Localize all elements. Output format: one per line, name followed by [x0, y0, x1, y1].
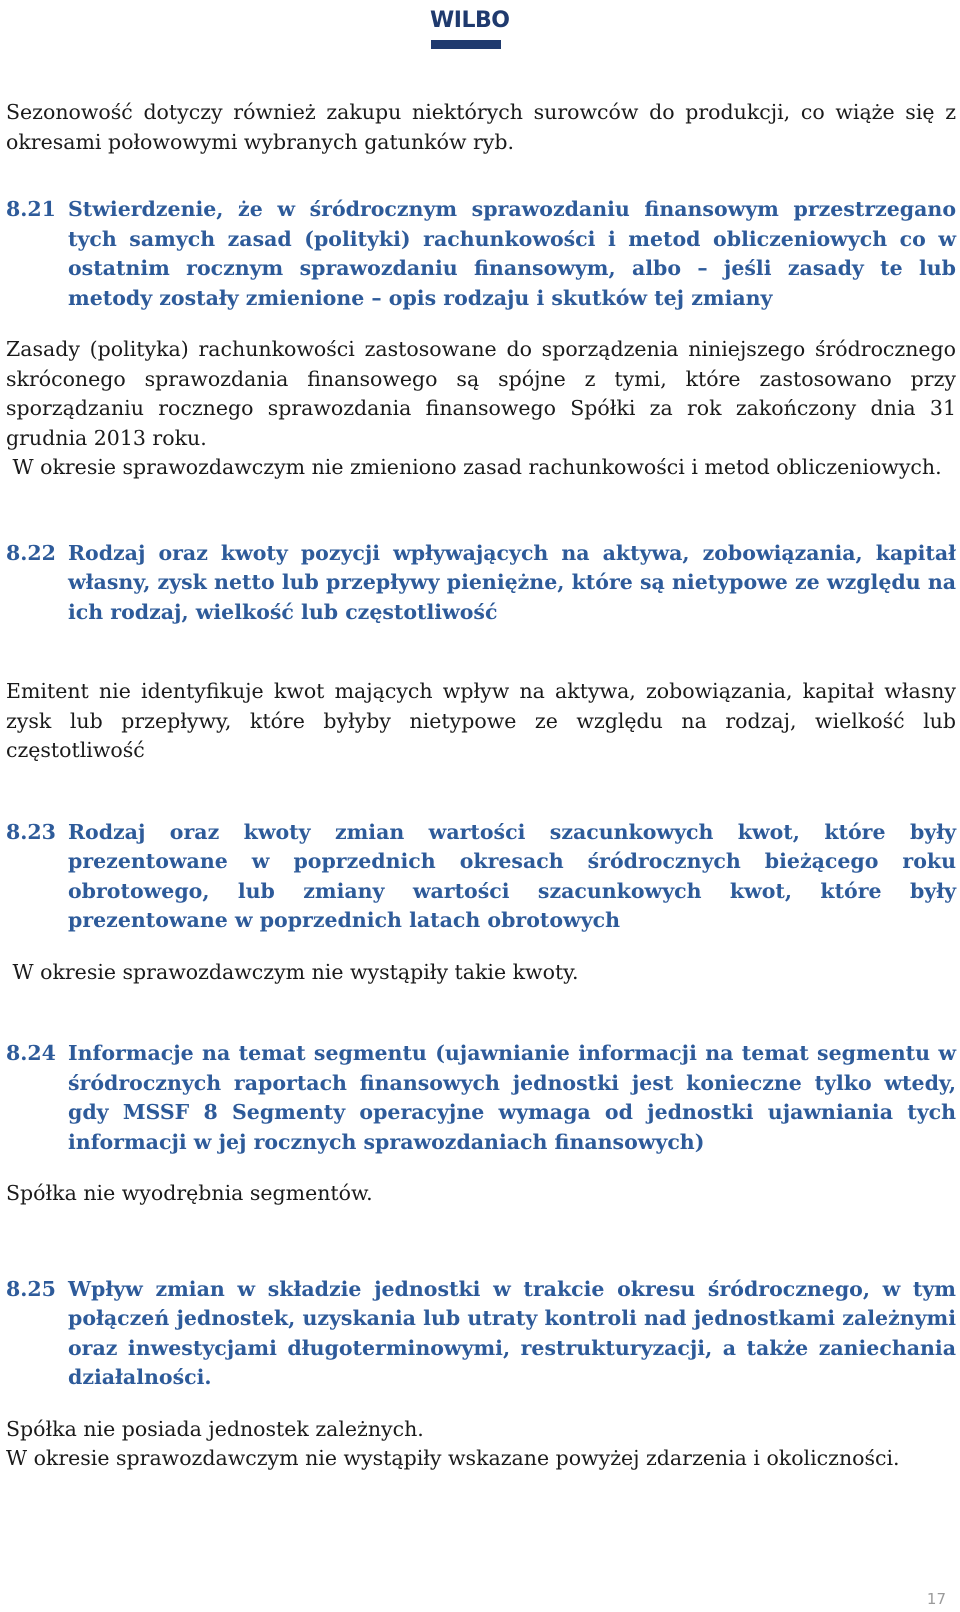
page-number: 17 — [926, 1590, 946, 1608]
section-number: 8.22 — [6, 540, 56, 565]
section-number: 8.24 — [6, 1041, 56, 1065]
section-heading-8-25 — [6, 1275, 956, 1393]
section-title: Stwierdzenie, że w śródrocznym sprawozdaniu finansowym przestrzegano tych samych zasad (polityki) rachunkowości i metod obliczeniowych co w ostatnim rocznym sprawozdaniu finansowym, albo – jeśli zasady te lub metody zostały zmienione – opis rodzaju i skutków tej zmiany — [68, 197, 956, 310]
section-8-24-paragraph-1: Spółka nie wyodrębnia segmentów. — [6, 1181, 373, 1205]
section-number: 8.21 — [6, 197, 56, 221]
section-heading-8-24 — [6, 1039, 956, 1157]
section-8-21-paragraph-2: W okresie sprawozdawczym nie zmieniono zasad rachunkowości i metod obliczeniowych. — [6, 455, 942, 479]
section-8-22-paragraph-1: Emitent nie identyfikuje kwot mających wpływ na aktywa, zobowiązania, kapitał własny zysk lub przepływy, które byłyby nietypowe ze względu na rodzaj, wielkość lub częstotliwość — [6, 679, 956, 762]
section-heading-8-22 — [6, 539, 956, 628]
section-title: Rodzaj oraz kwoty zmian wartości szacunkowych kwot, które były prezentowane w poprzednich okresach śródrocznych bieżącego roku obrotowego, lub zmiany wartości szacunkowych kwot, które były prezentowane w poprzednich latach obrotowych — [68, 819, 956, 932]
section-title: Rodzaj oraz kwoty pozycji wpływających na aktywa, zobowiązania, kapitał własny, zysk netto lub przepływy pieniężne, które są nietypowe ze względu na ich rodzaj, wielkość lub częstotliwość — [68, 540, 956, 624]
logo-bar — [431, 40, 501, 49]
wilbo-logo — [430, 8, 510, 49]
intro-paragraph: Sezonowość dotyczy również zakupu niektórych surowców do produkcji, co wiąże się z okresami połowowymi wybranych gatunków ryb. — [6, 100, 956, 154]
section-8-25-paragraph-1: Spółka nie posiada jednostek zależnych. — [6, 1416, 424, 1441]
logo-text: WILBO — [430, 8, 510, 33]
section-title: Wpływ zmian w składzie jednostki w trakcie okresu śródrocznego, w tym połączeń jednostek, uzyskania lub utraty kontroli nad jednostkami zależnymi oraz inwestycjami długoterminowymi, restrukturyzacji, a także zaniechania działalności. — [68, 1276, 956, 1389]
section-heading-8-21 — [6, 195, 956, 313]
section-heading-8-23 — [6, 818, 956, 936]
document-page — [6, 98, 956, 1474]
section-title: Informacje na temat segmentu (ujawnianie informacji na temat segmentu w śródrocznych raportach finansowych jednostki jest konieczne tylko wtedy, gdy MSSF 8 Segmenty operacyjne wymaga od jednostki ujawniania tych informacji w jej rocznych sprawozdaniach finansowych) — [68, 1041, 956, 1154]
section-8-23-paragraph-1: W okresie sprawozdawczym nie wystąpiły takie kwoty. — [6, 959, 579, 984]
section-8-25-paragraph-2: W okresie sprawozdawczym nie wystąpiły wskazane powyżej zdarzenia i okoliczności. — [6, 1446, 900, 1470]
section-number: 8.23 — [6, 819, 56, 844]
section-number: 8.25 — [6, 1276, 56, 1301]
section-8-21-paragraph-1: Zasady (polityka) rachunkowości zastosowane do sporządzenia niniejszego śródrocznego skróconego sprawozdania finansowego są spójne z tymi, które zastosowano przy sporządzaniu rocznego sprawozdania finansowego Spółki za rok zakończony dnia 31 grudnia 2013 roku. — [6, 337, 956, 450]
